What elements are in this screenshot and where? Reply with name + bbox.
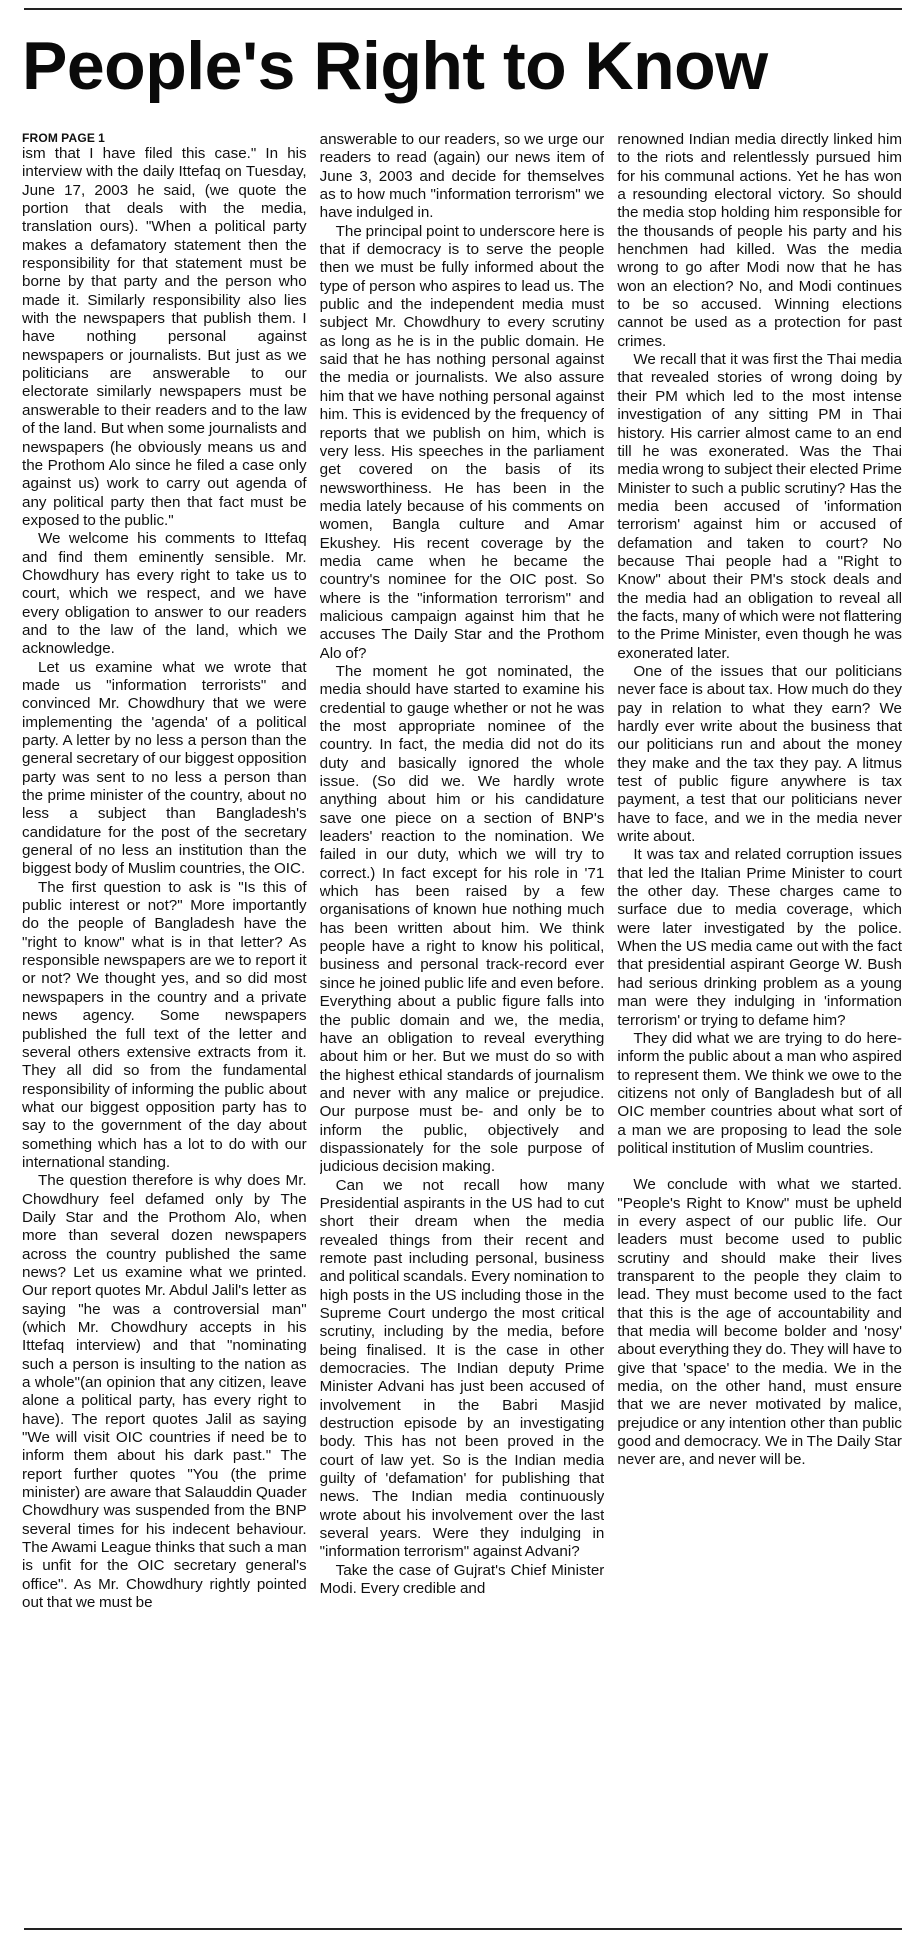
paragraph: The first question to ask is "Is this of public interest or not?" More importantly do the people of Bangladesh have the "right to know" what is in that letter? As responsible newspapers are we to report it or not? We thought yes, and so did most newspapers in the country and a private news agency. Some newspapers published the full text of the letter and several others extensive extracts from it. They all did so from the fundamental responsibility of informing the public about what our biggest opposition party has to say to the government of the day about something which has a lot to do with our international standing. bbox=[22, 878, 307, 1171]
article-columns bbox=[22, 131, 902, 1926]
paragraph: The question therefore is why does Mr. Chowdhury feel defamed only by The Daily Star and the Prothom Alo, when more than several dozen newspapers across the country published the same news? Let us examine what we printed. Our report quotes Mr. Abdul Jalil's letter as saying "he was a controversial man" (which Mr. Chowdhury accepts in his Ittefaq interview) and that "nominating such a person is insulting to the nation as a whole"(an opinion that any citizen, leave alone a political party, has every right to have). The report quotes Jalil as saying "We will visit OIC countries if need be to inform them about his dark past." The report further quotes "You (the prime minister) are aware that Salauddin Quader Chowdhury was suspended from the BNP several times for his indecent behaviour. The Awami League thinks that such a man is unfit for the OIC secretary general's office". As Mr. Chowdhury rightly pointed out that we must be bbox=[22, 1172, 307, 1612]
paragraph: We recall that it was first the Thai media that revealed stories of wrong doing by their PM which led to the most intense investigation of any sitting PM in Thai history. His carrier almost came to an end till he was exonerated. Was the Thai media wrong to subject their elected Prime Minister to such a public scrutiny? Has the media been accused of 'information terrorism' against him or accused of defamation and taken to court? No because Thai people had a "Right to Know" about their PM's stock deals and the media had an obligation to reveal all the facts, many of which were not flattering to the Prime Minister, even though he was exonerated later. bbox=[617, 351, 902, 662]
paragraph: They did what we are trying to do here-inform the public about a man who aspired to represent them. We think we owe to the citizens not only of Bangladesh but of all OIC member countries about what sort of a man we are proposing to lead the sole political institution of Muslim countries. bbox=[617, 1029, 902, 1157]
paragraph: One of the issues that our politicians never face is about tax. How much do they pay in relation to what they earn? We hardly ever write about the business that our politicians run and about the money they make and the tax they pay. A litmus test of public figure anywhere is tax payment, a test that our politicians never have to face, and we in the media never write about. bbox=[617, 662, 902, 846]
paragraph: Let us examine what we wrote that made us "information terrorists" and convinced Mr. Chowdhury that we were implementing the 'agenda' of a political party. A letter by no less a person than the general secretary of our biggest opposition party was sent to no less a person than the prime minister of the country, about no less a subject than Bangladesh's candidature for the post of the secretary general of no less an institution than the biggest body of Muslim countries, the OIC. bbox=[22, 658, 307, 878]
headline: People's Right to Know bbox=[22, 28, 768, 104]
paragraph: Can we not recall how many Presidential aspirants in the US had to cut short their dream when the media revealed things from their recent and remote past including personal, business and political scandals. Every nomination to high posts in the US including those in the Supreme Court undergo the most critical scrutiny, including by the media, before being finalised. It is the case in other democracies. The Indian deputy Prime Minister Advani has just been accused of involvement in the Babri Masjid destruction episode by an investigating body. This has not been proved in the court of law yet. So is the Indian media guilty of 'defamation' for publishing that news. The Indian media continuously wrote about his involvement over the last several years. Were they indulging in "information terrorism" against Advani? bbox=[319, 1176, 605, 1561]
column-2 bbox=[320, 131, 605, 1926]
bottom-rule bbox=[24, 1928, 902, 1930]
top-rule bbox=[24, 8, 902, 10]
column-3 bbox=[617, 131, 902, 1926]
paragraph: We welcome his comments to Ittefaq and find them eminently sensible. Mr. Chowdhury has every right to take us to court, which we respect, and we have every obligation to answer to our readers and to the law of the land, which we acknowledge. bbox=[22, 530, 307, 658]
paragraph: answerable to our readers, so we urge our readers to read (again) our news item of June 3, 2003 and decide for themselves as to how much "information terrorism" we have indulged in. bbox=[319, 131, 605, 222]
paragraph: The moment he got nominated, the media should have started to examine his credential to gauge whether or not he was the most appropriate nominee of the country. In fact, the media did not do its duty and basically ignored the whole issue. (So did we. We hardly wrote anything about him or his candidature save one piece on a section of BNP's leaders' reaction to the nomination. We failed in our duty, which we will try to correct.) In fact except for his role in '71 which has been raised by a few organisations of known hue nothing much has been written about him. We think people have a right to know his political, business and personal track-record ever since he joined public life and even before. Everything about a public figure falls into the public domain and we, the media, have an obligation to reveal everything about him or her. But we must do so with the highest ethical standards of journalism and never with any malice or prejudice. Our purpose must be- and only be to inform the public, objectively and dispassionately for the sole purpose of judicious decision making. bbox=[319, 662, 605, 1176]
paragraph: It was tax and related corruption issues that led the Italian Prime Minister to court the other day. These charges came to surface due to media coverage, which were later investigated by the police. When the US media came out with the fact that presidential aspirant George W. Bush had serious drinking problem as a young man were they indulging in 'information terrorism' or trying to defame him? bbox=[617, 846, 902, 1029]
paragraph: Take the case of Gujrat's Chief Minister Modi. Every credible and bbox=[319, 1561, 605, 1598]
paragraph: renowned Indian media directly linked him to the riots and relentlessly pursued him for his communal actions. Yet he has won a resounding electoral victory. So should the media stop holding him responsible for the thousands of people his party and his henchmen had killed. Was the media wrong to go after Modi now that he has won an election? No, and Modi continues to be so accused. Winning elections cannot be used as a protection for past crimes. bbox=[617, 131, 902, 350]
column-1 bbox=[22, 131, 307, 1926]
paragraph: The principal point to underscore here is that if democracy is to serve the people then we must be fully informed about the type of person who aspires to lead us. The public and the independent media must subject Mr. Chowdhury to every scrutiny as long as he is in the public domain. He said that he has nothing personal against the media or journalists. We also assure him that we have nothing personal against him. This is evidenced by the frequency of reports that we publish on him, which is very less. His speeches in the parliament get covered on the basis of its newsworthiness. He has been in the media lately because of his comments on women, Bangla culture and Amar Ekushey. His recent coverage by the media came when he became the country's nominee for the OIC post. So where is the "information terrorism" and malicious campaign against him that he accuses The Daily Star and the Prothom Alo of? bbox=[319, 222, 605, 662]
paragraph: We conclude with what we started. "People's Right to Know" must be upheld in every aspect of our public life. Our leaders must become used to public scrutiny and should make their lives transparent to the people they claim to lead. They must become used to the fact that this is the age of accountability and that media will become bolder and 'nosy' about everything they do. They will have to give that 'space' to the media. We in the media, on the other hand, must ensure that we are never motivated by malice, prejudice or any intention other than public good and democracy. We in The Daily Star never are, and never will be. bbox=[617, 1176, 902, 1469]
kicker: FROM PAGE 1 bbox=[22, 131, 105, 145]
paragraph: ism that I have filed this case." In his interview with the daily Ittefaq on Tuesday, June 17, 2003 he said, (we quote the portion that deals with the media, translation ours). "When a political party makes a defamatory statement then the responsibility for that statement must be borne by that party and the person who made it. Similarly responsibility also lies with the newspapers that publish them. I have nothing personal against newspapers or journalists. But just as we politicians are answerable to our electorate similarly newspapers must be answerable to their readers and to the law of the land. But when some journalists and newspapers (he obviously means us and the Prothom Alo since he filed a case only against us) work to carry out agenda of any political party then that fact must be exposed to the public." bbox=[22, 145, 307, 529]
